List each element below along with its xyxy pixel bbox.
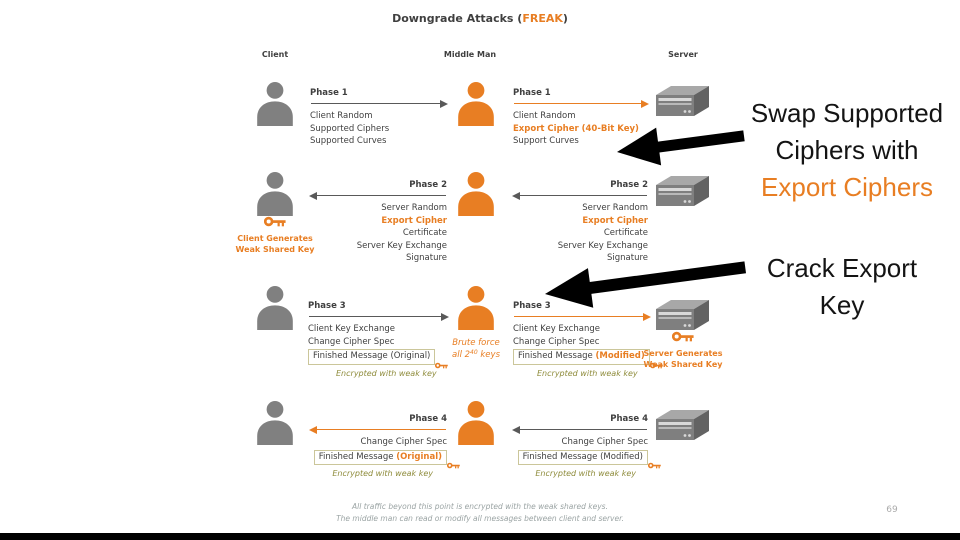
swap-annotation-line: Swap Supported <box>750 98 944 128</box>
key-icon <box>435 362 448 369</box>
finished-message-text: Finished Message <box>518 351 596 362</box>
phase2-server-messages <box>513 179 648 264</box>
finished-message-text: Finished Message (Modified) <box>522 451 643 462</box>
page-title <box>0 12 960 25</box>
phase3-middleman-to-server-arrow <box>513 313 650 320</box>
server-key-note <box>638 331 728 371</box>
server-icon <box>656 176 710 206</box>
message-line: Server Random <box>582 203 648 214</box>
phase4-left-label: Phase 4 <box>409 414 447 424</box>
middleman-icon <box>457 401 495 445</box>
server-icon <box>656 86 710 116</box>
finished-message-box <box>314 450 447 465</box>
weak-key-note: Encrypted with weak key <box>535 469 636 479</box>
swap-annotation <box>735 95 959 206</box>
message-line-export-cipher: Export Cipher (40-Bit Key) <box>513 123 639 134</box>
weak-key-note: Encrypted with weak key <box>537 368 638 378</box>
message-line-export-cipher: Export Cipher <box>582 215 648 226</box>
title-suffix: ) <box>562 12 568 25</box>
message-line: Signature <box>606 253 648 264</box>
client-key-note <box>230 216 320 256</box>
title-prefix: Downgrade Attacks ( <box>392 12 523 25</box>
finished-message-modified: (Modified) <box>595 351 645 362</box>
phase4-server-to-middleman-arrow <box>513 426 648 433</box>
crack-annotation <box>735 250 949 324</box>
phase2-left-label: Phase 2 <box>409 180 447 190</box>
phase3-right-label: Phase 3 <box>513 301 551 311</box>
message-line: Server Key Exchange <box>557 240 648 251</box>
message-line: Client Random <box>513 111 576 122</box>
message-line: Certificate <box>402 228 447 239</box>
message-line: Supported Curves <box>310 136 387 147</box>
key-icon <box>264 216 286 227</box>
phase4-server-messages <box>513 413 648 481</box>
finished-message-text: Finished Message <box>318 451 397 462</box>
column-header-server: Server <box>668 50 698 59</box>
weak-key-note: Encrypted with weak key <box>332 469 433 479</box>
phase3-left-label: Phase 3 <box>308 301 346 311</box>
server-key-note-line: Server Generates <box>643 348 723 358</box>
message-line: Client Random <box>310 111 373 122</box>
phase2-middleman-messages <box>310 179 447 264</box>
page-number: 69 <box>886 505 898 515</box>
crack-annotation-line: Key <box>819 290 865 320</box>
phase1-right-label: Phase 1 <box>513 88 551 98</box>
phase1-client-to-middleman-arrow <box>310 100 447 107</box>
finished-message-box <box>308 349 435 364</box>
footer-line: The middle man can read or modify all messages between client and server. <box>336 513 624 523</box>
column-header-middle-man: Middle Man <box>443 50 497 59</box>
key-icon <box>447 462 460 469</box>
weak-key-note: Encrypted with weak key <box>336 368 437 378</box>
message-line: Certificate <box>603 228 648 239</box>
message-line: Server Key Exchange <box>356 240 447 251</box>
middleman-icon <box>457 82 495 126</box>
client-icon <box>256 82 294 126</box>
message-line: Signature <box>405 253 447 264</box>
phase1-left-label: Phase 1 <box>310 88 348 98</box>
server-icon <box>656 410 710 440</box>
message-line-export-cipher: Export Cipher <box>381 215 447 226</box>
crack-annotation-line: Crack Export <box>766 253 918 283</box>
phase1-client-messages <box>310 87 447 148</box>
message-line: Support Curves <box>513 136 579 147</box>
phase3-client-to-middleman-arrow <box>308 313 448 320</box>
phase4-middleman-messages <box>310 413 447 481</box>
phase2-right-label: Phase 2 <box>610 180 648 190</box>
brute-force-line: Brute force <box>452 338 500 348</box>
bottom-bar <box>0 533 960 540</box>
message-line: Change Cipher Spec <box>561 437 648 448</box>
brute-force-note <box>438 337 514 362</box>
phase3-middleman-messages <box>513 300 650 380</box>
client-icon <box>256 286 294 330</box>
phase1-middleman-to-server-arrow <box>513 100 648 107</box>
finished-message-box <box>518 450 648 465</box>
server-icon <box>656 300 710 330</box>
message-line: Change Cipher Spec <box>513 336 600 347</box>
middleman-icon <box>457 172 495 216</box>
footer-line: All traffic beyond this point is encrypted with the weak shared keys. <box>352 502 608 511</box>
message-line: Client Key Exchange <box>513 324 600 335</box>
finished-message-original: (Original) <box>396 451 442 462</box>
brute-force-line: all $2^{40}$ keys <box>452 349 500 360</box>
footer-note <box>0 501 960 524</box>
phase4-middleman-to-client-arrow <box>310 426 447 433</box>
title-accent: FREAK <box>522 12 563 25</box>
client-key-note-line: Weak Shared Key <box>235 245 315 254</box>
phase4-right-label: Phase 4 <box>610 414 648 424</box>
finished-message-text: Finished Message (Original) <box>313 351 431 362</box>
swap-annotation-export-ciphers: Export Ciphers <box>761 172 933 202</box>
client-icon <box>256 172 294 216</box>
message-line: Change Cipher Spec <box>360 437 447 448</box>
phase2-middleman-to-client-arrow <box>310 192 447 199</box>
finished-message-box <box>513 349 650 364</box>
key-icon <box>648 462 661 469</box>
message-line: Change Cipher Spec <box>308 336 395 347</box>
phase3-client-messages <box>308 300 448 380</box>
middleman-icon <box>457 286 495 330</box>
client-key-note-line: Client Generates <box>237 233 313 243</box>
key-icon <box>672 331 694 342</box>
message-line: Server Random <box>381 203 447 214</box>
column-header-client: Client <box>261 50 289 59</box>
swap-annotation-line: Ciphers with <box>775 135 919 165</box>
client-icon <box>256 401 294 445</box>
message-line: Supported Ciphers <box>310 123 390 134</box>
message-line: Client Key Exchange <box>308 324 395 335</box>
server-key-note-line: Weak Shared Key <box>643 360 723 369</box>
phase2-server-to-middleman-arrow <box>513 192 648 199</box>
